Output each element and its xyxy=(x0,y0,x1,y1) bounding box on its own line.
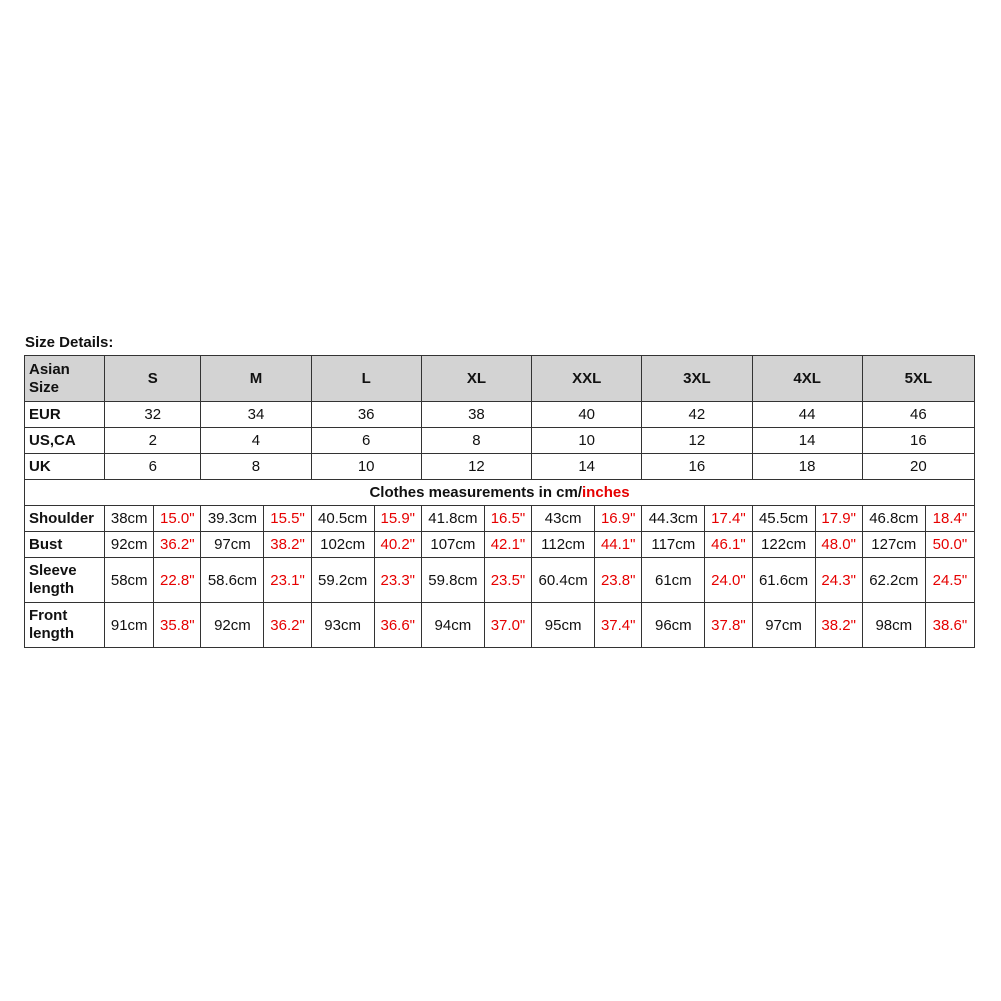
measurement-row xyxy=(25,532,975,558)
measurement-label: Bust xyxy=(25,532,105,558)
conversion-value: 10 xyxy=(532,428,642,454)
conversion-value: 10 xyxy=(311,454,421,480)
conversion-value: 8 xyxy=(201,454,311,480)
cm-value: 92cm xyxy=(201,603,264,648)
size-header-cell: XL xyxy=(421,356,531,402)
section-heading-row xyxy=(25,480,975,506)
cm-value: 122cm xyxy=(752,532,815,558)
cm-value: 96cm xyxy=(642,603,705,648)
row-label: US,CA xyxy=(25,428,105,454)
cm-value: 60.4cm xyxy=(532,558,595,603)
size-header-cell: 3XL xyxy=(642,356,752,402)
conversion-value: 12 xyxy=(642,428,752,454)
inch-value: 16.9" xyxy=(595,506,642,532)
inch-value: 23.8" xyxy=(595,558,642,603)
conversion-value: 8 xyxy=(421,428,531,454)
measurement-row xyxy=(25,603,975,648)
conversion-value: 12 xyxy=(421,454,531,480)
cm-value: 92cm xyxy=(105,532,154,558)
inch-value: 35.8" xyxy=(154,603,201,648)
conversion-value: 6 xyxy=(311,428,421,454)
conversion-value: 42 xyxy=(642,402,752,428)
inch-value: 24.0" xyxy=(705,558,752,603)
page-title: Size Details: xyxy=(25,334,114,351)
inch-value: 40.2" xyxy=(374,532,421,558)
conversion-row xyxy=(25,402,975,428)
inch-value: 23.1" xyxy=(264,558,311,603)
measurement-row xyxy=(25,558,975,603)
cm-value: 44.3cm xyxy=(642,506,705,532)
asian-size-label: Asian Size xyxy=(25,356,105,402)
cm-value: 97cm xyxy=(201,532,264,558)
inch-value: 18.4" xyxy=(925,506,974,532)
measurement-label: Sleeve length xyxy=(25,558,105,603)
inch-value: 17.4" xyxy=(705,506,752,532)
conversion-value: 2 xyxy=(105,428,201,454)
inch-value: 37.4" xyxy=(595,603,642,648)
cm-value: 91cm xyxy=(105,603,154,648)
cm-value: 95cm xyxy=(532,603,595,648)
inch-value: 36.2" xyxy=(154,532,201,558)
conversion-value: 6 xyxy=(105,454,201,480)
row-label: UK xyxy=(25,454,105,480)
conversion-value: 14 xyxy=(532,454,642,480)
cm-value: 59.2cm xyxy=(311,558,374,603)
conversion-value: 44 xyxy=(752,402,862,428)
size-header-cell: XXL xyxy=(532,356,642,402)
inch-value: 15.0" xyxy=(154,506,201,532)
inch-value: 24.3" xyxy=(815,558,862,603)
conversion-value: 38 xyxy=(421,402,531,428)
cm-value: 41.8cm xyxy=(421,506,484,532)
section-heading-text: Clothes measurements in cm/ xyxy=(369,484,583,501)
cm-value: 97cm xyxy=(752,603,815,648)
cm-value: 59.8cm xyxy=(421,558,484,603)
inch-value: 15.9" xyxy=(374,506,421,532)
inch-value: 17.9" xyxy=(815,506,862,532)
conversion-value: 20 xyxy=(862,454,974,480)
conversion-value: 46 xyxy=(862,402,974,428)
size-header-cell: 4XL xyxy=(752,356,862,402)
size-details-table xyxy=(24,355,975,648)
conversion-value: 14 xyxy=(752,428,862,454)
conversion-value: 32 xyxy=(105,402,201,428)
cm-value: 39.3cm xyxy=(201,506,264,532)
inch-value: 22.8" xyxy=(154,558,201,603)
inch-value: 23.5" xyxy=(484,558,531,603)
conversion-value: 16 xyxy=(642,454,752,480)
cm-value: 61cm xyxy=(642,558,705,603)
inch-value: 48.0" xyxy=(815,532,862,558)
cm-value: 94cm xyxy=(421,603,484,648)
conversion-value: 18 xyxy=(752,454,862,480)
inch-value: 37.0" xyxy=(484,603,531,648)
cm-value: 117cm xyxy=(642,532,705,558)
row-label: EUR xyxy=(25,402,105,428)
cm-value: 38cm xyxy=(105,506,154,532)
cm-value: 98cm xyxy=(862,603,925,648)
size-header-cell: 5XL xyxy=(862,356,974,402)
inch-value: 44.1" xyxy=(595,532,642,558)
conversion-value: 4 xyxy=(201,428,311,454)
measurement-label: Shoulder xyxy=(25,506,105,532)
table-header-row xyxy=(25,356,975,402)
cm-value: 93cm xyxy=(311,603,374,648)
cm-value: 46.8cm xyxy=(862,506,925,532)
inch-value: 16.5" xyxy=(484,506,531,532)
cm-value: 62.2cm xyxy=(862,558,925,603)
cm-value: 112cm xyxy=(532,532,595,558)
inch-value: 46.1" xyxy=(705,532,752,558)
inch-value: 38.2" xyxy=(815,603,862,648)
inch-value: 15.5" xyxy=(264,506,311,532)
cm-value: 107cm xyxy=(421,532,484,558)
measurement-label: Front length xyxy=(25,603,105,648)
cm-value: 40.5cm xyxy=(311,506,374,532)
inch-value: 38.6" xyxy=(925,603,974,648)
cm-value: 58.6cm xyxy=(201,558,264,603)
inch-value: 24.5" xyxy=(925,558,974,603)
conversion-value: 36 xyxy=(311,402,421,428)
inch-value: 38.2" xyxy=(264,532,311,558)
cm-value: 43cm xyxy=(532,506,595,532)
section-heading xyxy=(25,480,975,506)
cm-value: 45.5cm xyxy=(752,506,815,532)
section-heading-inches: inches xyxy=(582,484,630,501)
size-header-cell: S xyxy=(105,356,201,402)
measurement-row xyxy=(25,506,975,532)
cm-value: 102cm xyxy=(311,532,374,558)
conversion-value: 16 xyxy=(862,428,974,454)
conversion-value: 40 xyxy=(532,402,642,428)
conversion-value: 34 xyxy=(201,402,311,428)
inch-value: 42.1" xyxy=(484,532,531,558)
conversion-row xyxy=(25,454,975,480)
cm-value: 127cm xyxy=(862,532,925,558)
inch-value: 50.0" xyxy=(925,532,974,558)
inch-value: 37.8" xyxy=(705,603,752,648)
cm-value: 61.6cm xyxy=(752,558,815,603)
size-header-cell: L xyxy=(311,356,421,402)
inch-value: 23.3" xyxy=(374,558,421,603)
inch-value: 36.2" xyxy=(264,603,311,648)
conversion-row xyxy=(25,428,975,454)
size-header-cell: M xyxy=(201,356,311,402)
inch-value: 36.6" xyxy=(374,603,421,648)
cm-value: 58cm xyxy=(105,558,154,603)
